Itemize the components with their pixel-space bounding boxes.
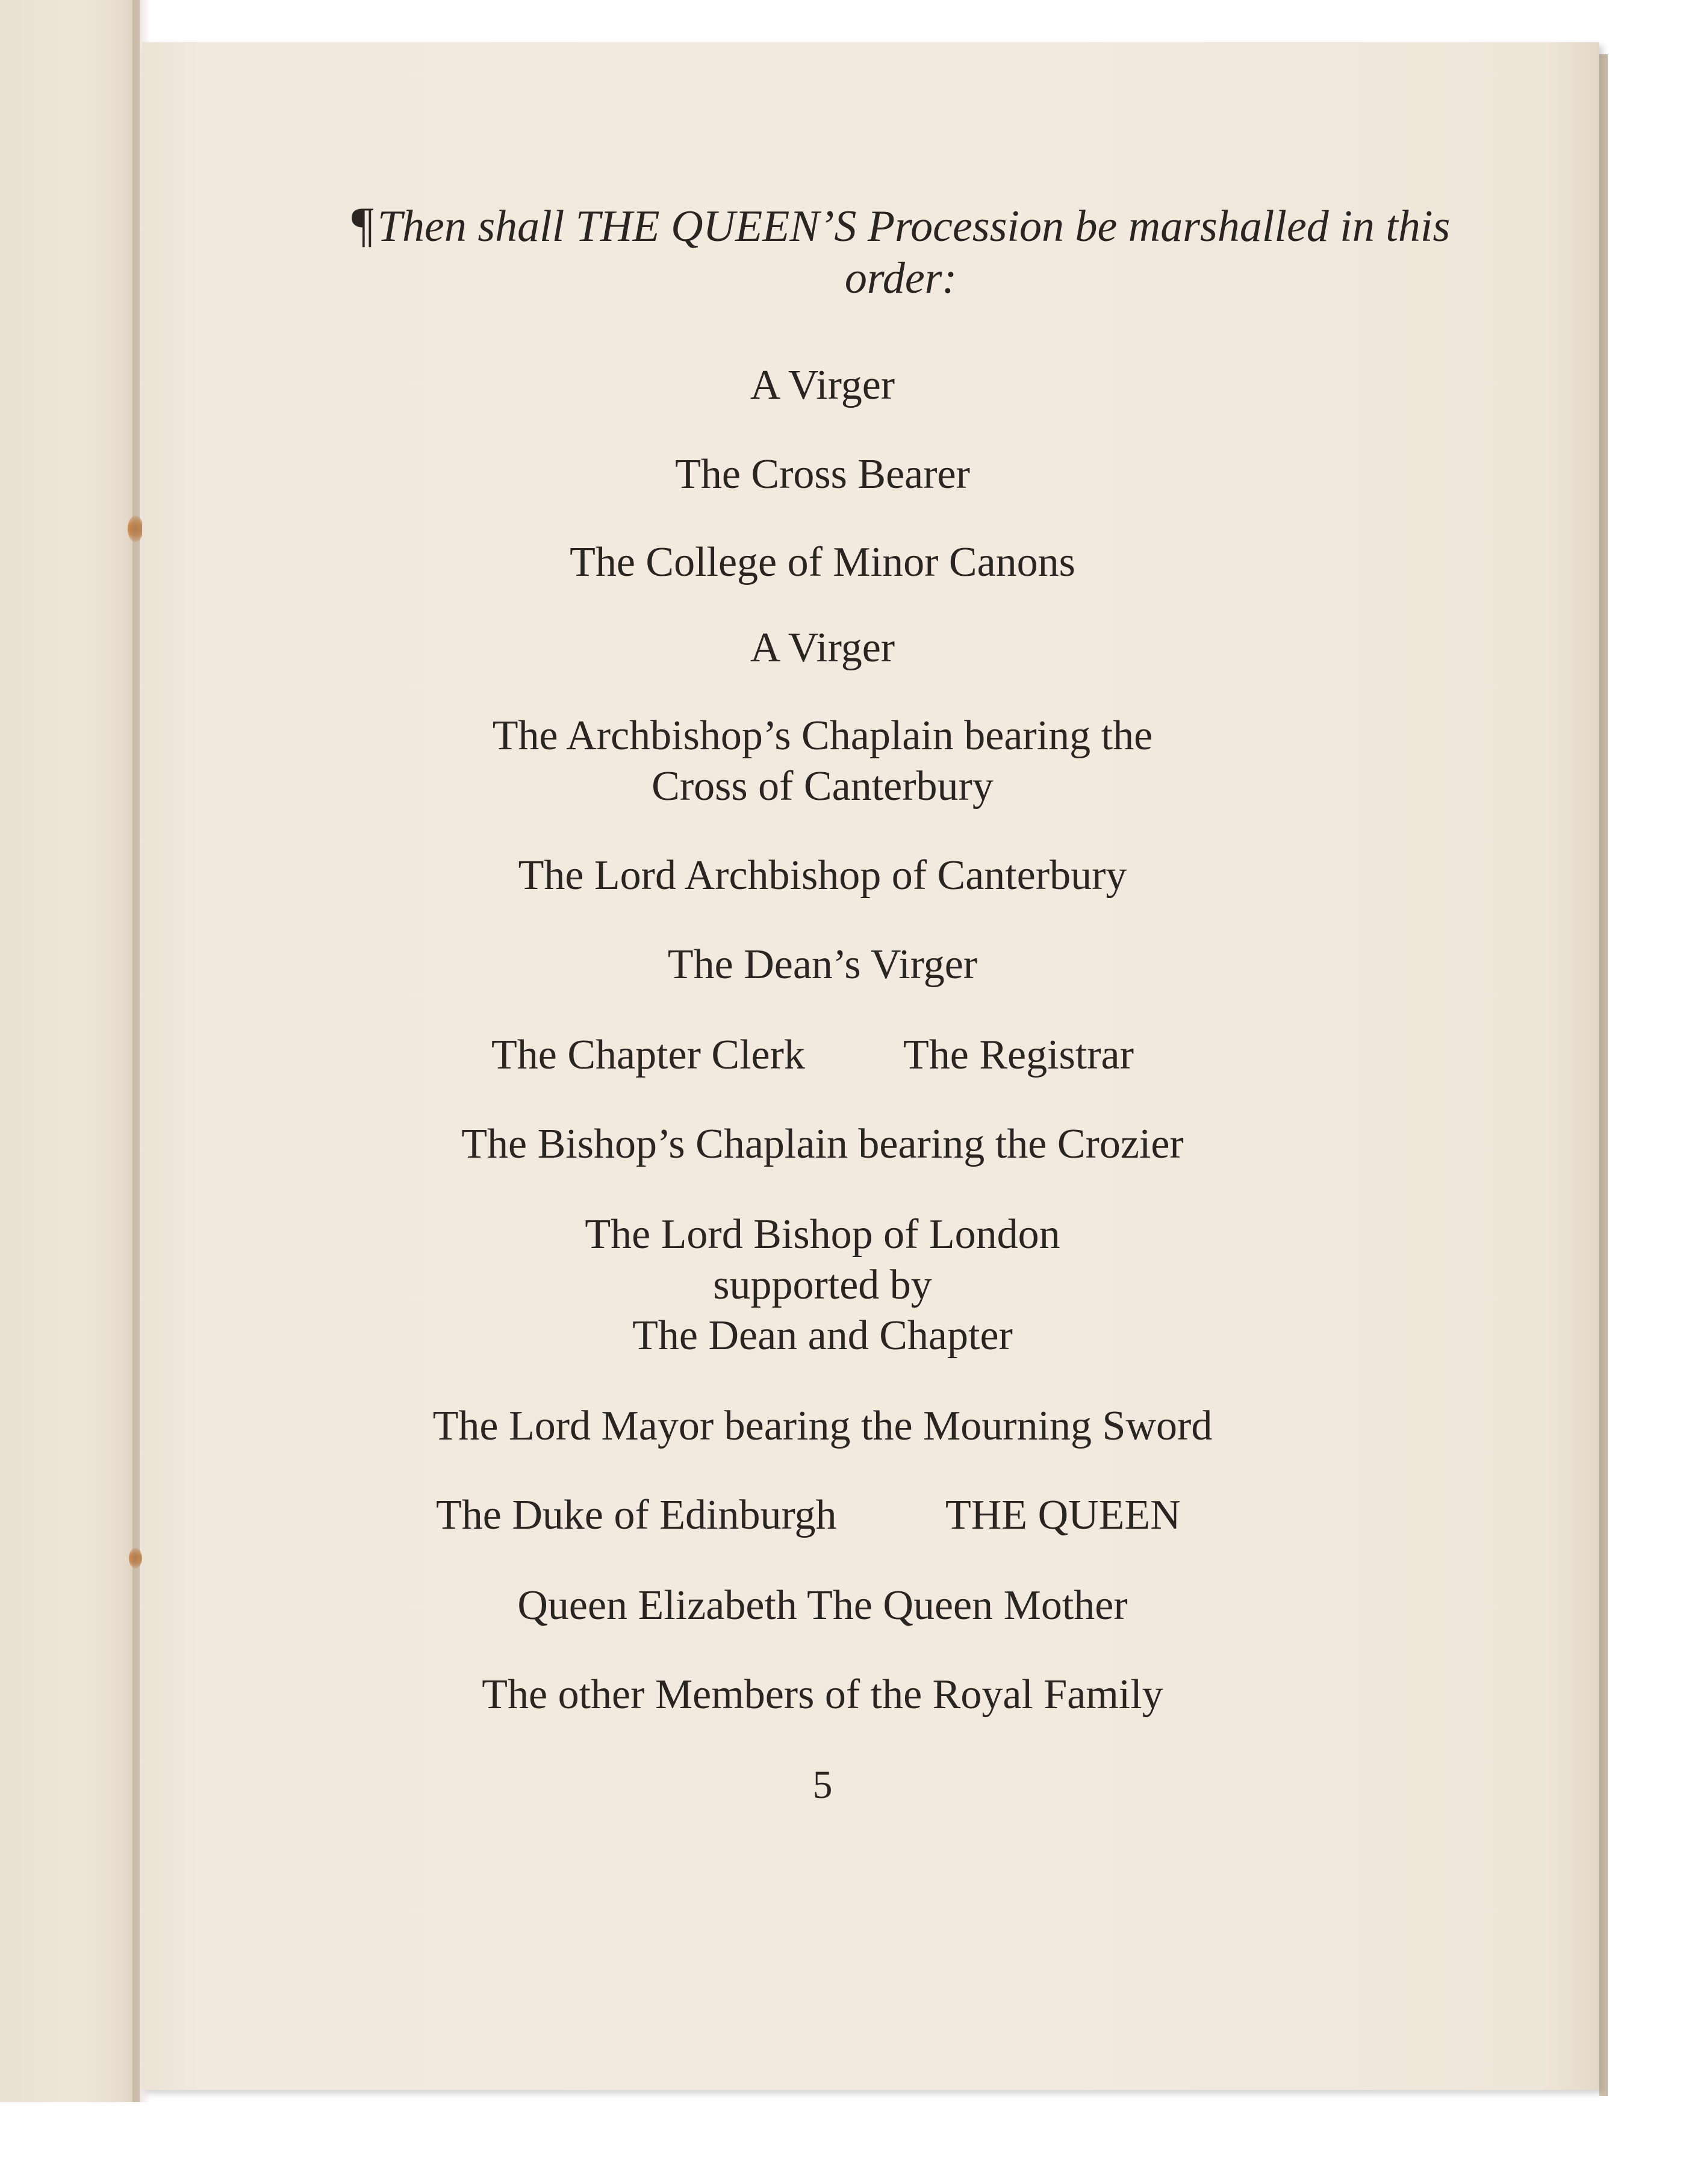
procession-line: The Dean and Chapter — [632, 1312, 1013, 1359]
procession-line: The Dean’s Virger — [667, 941, 978, 988]
procession-line: A Virger — [750, 625, 895, 671]
page-edge — [1599, 54, 1608, 2096]
rubric-instruction — [305, 199, 1497, 304]
procession-line: The Lord Mayor bearing the Mourning Sword — [432, 1403, 1213, 1449]
procession-line: The Cross Bearer — [675, 451, 970, 498]
procession-line: The Lord Archbishop of Canterbury — [518, 852, 1127, 899]
page-number: 5 — [812, 1763, 833, 1807]
procession-line-right: THE QUEEN — [945, 1492, 1181, 1538]
procession-line-left: The Chapter Clerk — [491, 1032, 805, 1078]
pilcrow-mark: ¶ — [351, 197, 374, 252]
procession-line: The College of Minor Canons — [570, 539, 1075, 585]
procession-line: The Lord Bishop of London — [585, 1211, 1060, 1258]
procession-line: Queen Elizabeth The Queen Mother — [517, 1582, 1128, 1629]
procession-line-right: The Registrar — [903, 1032, 1134, 1078]
procession-line: The Archbishop’s Chaplain bearing the — [492, 713, 1153, 759]
procession-line: The other Members of the Royal Family — [482, 1671, 1163, 1718]
rubric-text: Then shall THE QUEEN’S Procession be marshalled in this order: — [377, 202, 1451, 303]
procession-line-left: The Duke of Edinburgh — [436, 1492, 837, 1538]
facing-page-edge — [0, 0, 140, 2102]
procession-line: A Virger — [750, 362, 895, 408]
procession-line: The Bishop’s Chaplain bearing the Crozier — [461, 1121, 1184, 1167]
page-content — [142, 0, 1599, 2048]
procession-line: supported by — [713, 1262, 932, 1308]
procession-line: Cross of Canterbury — [652, 763, 994, 810]
